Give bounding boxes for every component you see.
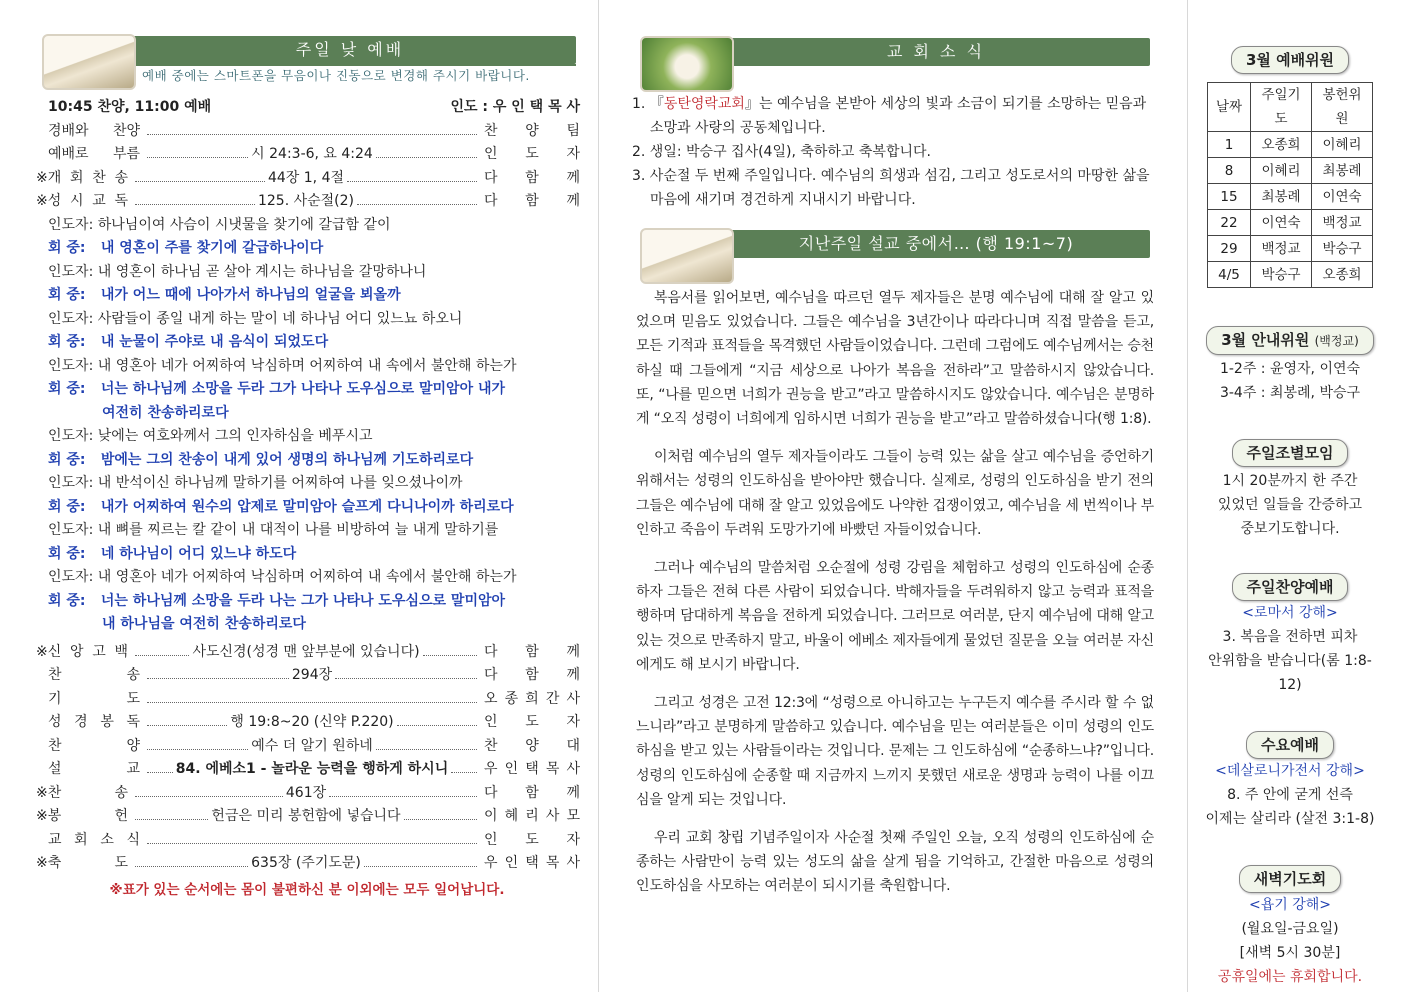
order-item-person: 다 함 께 bbox=[484, 169, 580, 186]
news-title: 교 회 소 식 bbox=[722, 38, 1150, 66]
group-title: 주일조별모임 bbox=[1232, 439, 1349, 467]
reading-text: 너는 하나님께 소망을 두라 그가 나타나 도우심으로 말미암아 내가 bbox=[100, 381, 506, 397]
congregation-line bbox=[34, 449, 580, 473]
congregation-line bbox=[34, 402, 580, 426]
speaker: 회 중: bbox=[48, 545, 86, 562]
reading-text: 여전히 찬송하리로다 bbox=[102, 404, 229, 421]
duty-cell: 최봉례 bbox=[1251, 184, 1312, 210]
reading-text: 너는 하나님께 소망을 두라 나는 그가 나타나 도우심으로 말미암아 bbox=[100, 592, 506, 609]
order-item-person: 이 혜 리 사 모 bbox=[484, 808, 580, 824]
order-item-person: 인 도 자 bbox=[484, 714, 580, 730]
dawn-block bbox=[1200, 865, 1380, 989]
info-line: 8. 주 안에 굳게 선즉 bbox=[1227, 787, 1353, 803]
order-item-detail: 125. 사순절(2) bbox=[257, 193, 355, 209]
order-item-person: 다 함 께 bbox=[484, 193, 580, 209]
speaker: 회 중: bbox=[48, 334, 86, 350]
duty-row bbox=[1208, 158, 1373, 184]
duty-cell: 오종희 bbox=[1312, 262, 1373, 288]
duty-cell: 백정교 bbox=[1251, 236, 1312, 262]
order-item-label: ※봉 헌 bbox=[36, 808, 128, 824]
order-item-detail: 헌금은 미리 봉헌함에 넣습니다 bbox=[211, 808, 401, 824]
info-line: 3. 복음을 전하면 피차 bbox=[1222, 629, 1358, 645]
order-item-label: 찬 양 bbox=[48, 737, 140, 754]
order-row bbox=[34, 190, 580, 214]
open-bible-image bbox=[42, 34, 136, 90]
speaker: 회 중: bbox=[48, 592, 86, 609]
order-item-label: 경배와 찬양 bbox=[48, 122, 140, 139]
reading-text: 낮에는 여호와께서 그의 인자하심을 베푸시고 bbox=[97, 428, 373, 444]
order-row bbox=[34, 758, 580, 782]
usher-block bbox=[1200, 326, 1380, 405]
order-item-label: 설 교 bbox=[48, 761, 140, 777]
order-item-label: 예배로 부름 bbox=[48, 146, 140, 162]
order-row bbox=[34, 688, 580, 712]
reading-text: 밤에는 그의 찬송이 내게 있어 생명의 하나님께 기도하리로다 bbox=[100, 451, 474, 468]
order-item-detail: 461장 bbox=[285, 784, 327, 801]
order-item-detail: 예수 더 알기 원하네 bbox=[251, 737, 373, 754]
info-line: 1-2주 : 윤영자, 이연숙 bbox=[1219, 361, 1361, 377]
reading-text: 내 뼈를 찌르는 칼 같이 내 대적이 나를 비방하여 늘 내게 말하기를 bbox=[97, 522, 499, 538]
order-item-detail: 84. 에베소1 - 놀라운 능력을 행하게 하시니 bbox=[175, 761, 449, 777]
speaker: 인도자: bbox=[48, 216, 94, 233]
speaker: 회 중: bbox=[48, 287, 86, 303]
sermon-paragraph: 그러나 예수님의 말씀처럼 오순절에 성령 강림을 체험하고 성령의 인도하심에 순종하자 그들은 전혀 다른 사람이 되었습니다. 박해자들을 두려워하지 않고 능력과 표적을 행하며 담대하게 복음을 전하게 되었습니다. 그러므로 여러분, 단지 예수님에 대해 알고 있는 것으로 만족하지 말고, 바울이 에베소 제자들에게 물었던 질문을 오늘 여러분 자신에게도 해 보시기 바랍니다. bbox=[636, 560, 1154, 673]
order-item-person: 찬 양 대 bbox=[484, 737, 580, 754]
congregation-line bbox=[34, 331, 580, 355]
order-item-detail: 사도신경(성경 맨 앞부분에 있습니다) bbox=[192, 643, 420, 660]
order-row bbox=[34, 664, 580, 688]
reading-text: 내 영혼아 네가 어찌하여 낙심하며 어찌하여 내 속에서 불안해 하는가 bbox=[97, 569, 517, 585]
duty-cell: 박승구 bbox=[1251, 262, 1312, 288]
order-item-detail: 행 19:8~20 (신약 P.220) bbox=[230, 714, 394, 730]
reading-text: 네 하나님이 어디 있느냐 하도다 bbox=[100, 545, 297, 562]
duty-table bbox=[1207, 82, 1373, 288]
duty-header: 날짜 bbox=[1208, 83, 1251, 132]
usher-title: 3월 안내위원 bbox=[1221, 331, 1310, 349]
sermon-paragraph: 복음서를 읽어보면, 예수님을 따르던 열두 제자들은 분명 예수님에 대해 잘 알고 있었으며 믿음도 있었습니다. 그들은 예수님을 3년간이나 따라다니며 직접 말씀을 듣고, 모든 기적과 표적들을 목격했던 사람들이었습니다. 그런데 그럼에도 예수님께서는 승천하실 때 그들에게 “지금 세상으로 나아가 복음을 전하라”고 말씀하시지 않았습니다. 또, “나를 믿으면 너희가 권능을 받고”라고 말씀하시지도 않았습니다. 예수님은 분명하게 “오직 성령이 너희에게 임하시면 너희가 권능을 받고”라고 말씀하셨습니다(행 1:8). bbox=[636, 290, 1154, 428]
news-item-3: 3. 사순절 두 번째 주일입니다. 예수님의 희생과 섬김, 그리고 성도로서의 마땅한 삶을 마음에 새기며 경건하게 지내시기 바랍니다. bbox=[632, 168, 1150, 208]
wednesday-block bbox=[1200, 731, 1380, 831]
order-row bbox=[34, 641, 580, 665]
order-row bbox=[34, 120, 580, 144]
praise-sub: <로마서 강해> bbox=[1242, 605, 1338, 621]
hands-image bbox=[640, 36, 734, 92]
duty-row bbox=[1208, 262, 1373, 288]
info-line: 이제는 살리라 (살전 3:1-8) bbox=[1205, 811, 1375, 827]
church-name: 동탄영락교회 bbox=[663, 96, 745, 112]
speaker: 인도자: bbox=[48, 263, 94, 280]
duty-cell: 최봉례 bbox=[1312, 158, 1373, 184]
standing-note: ※표가 있는 순서에는 몸이 불편하신 분 이외에는 모두 일어납니다. bbox=[109, 881, 505, 898]
order-item-label: ※개 회 찬 송 bbox=[36, 169, 128, 186]
speaker: 인도자: bbox=[48, 428, 94, 444]
reading-text: 내 영혼이 주를 찾기에 갈급하나이다 bbox=[100, 240, 324, 256]
worship-header bbox=[34, 34, 580, 86]
duty-header: 주일기도 bbox=[1251, 83, 1312, 132]
reading-text: 내가 어찌하여 원수의 압제로 말미암아 슬프게 다니나이까 하리로다 bbox=[100, 498, 514, 515]
order-row bbox=[34, 805, 580, 829]
sermon-header bbox=[632, 228, 1154, 280]
leader-line bbox=[34, 472, 580, 496]
reading-text: 사람들이 종일 내게 하는 말이 네 하나님 어디 있느뇨 하오니 bbox=[97, 310, 463, 327]
bible-image bbox=[640, 228, 734, 284]
order-row bbox=[34, 167, 580, 191]
order-row bbox=[34, 711, 580, 735]
duty-cell: 오종희 bbox=[1251, 132, 1312, 158]
dawn-sub: <욥기 강해> bbox=[1248, 897, 1331, 913]
order-item-label: ※찬 송 bbox=[36, 784, 128, 801]
reading-text: 내 반석이신 하나님께 말하기를 어찌하여 나를 잊으셨나이까 bbox=[97, 475, 463, 491]
duty-cell: 이혜리 bbox=[1312, 132, 1373, 158]
worship-leader: 인도 : 우 인 택 목 사 bbox=[450, 99, 580, 115]
info-line: (월요일-금요일) bbox=[1241, 921, 1339, 937]
duty-cell: 이연숙 bbox=[1251, 210, 1312, 236]
order-item-person: 오 종 희 간 사 bbox=[484, 690, 580, 707]
duty-cell: 29 bbox=[1208, 236, 1251, 262]
leader-line bbox=[34, 214, 580, 238]
order-item-person: 찬 양 팀 bbox=[484, 122, 580, 139]
order-row bbox=[34, 829, 580, 853]
reading-text: 내 눈물이 주야로 내 음식이 되었도다 bbox=[100, 334, 329, 350]
group-block bbox=[1200, 439, 1380, 541]
sermon-title: 지난주일 설교 중에서… (행 19:1~7) bbox=[722, 230, 1150, 258]
speaker: 인도자: bbox=[48, 475, 94, 491]
leader-line bbox=[34, 308, 580, 332]
congregation-line bbox=[34, 543, 580, 567]
info-line: 3-4주 : 최봉례, 박승구 bbox=[1219, 385, 1361, 401]
leader-line bbox=[34, 425, 580, 449]
order-item-label: ※신 앙 고 백 bbox=[36, 643, 128, 660]
news-column bbox=[632, 0, 1154, 913]
usher-sub: (백정교) bbox=[1314, 334, 1359, 348]
duty-row bbox=[1208, 210, 1373, 236]
leader-line bbox=[34, 355, 580, 379]
speaker: 회 중: bbox=[48, 240, 86, 256]
congregation-line bbox=[34, 284, 580, 308]
duty-row bbox=[1208, 132, 1373, 158]
duty-block bbox=[1200, 46, 1380, 288]
speaker: 회 중: bbox=[48, 381, 86, 397]
worship-column bbox=[34, 0, 580, 902]
order-bottom bbox=[34, 641, 580, 876]
order-item-detail: 44장 1, 4절 bbox=[267, 169, 345, 186]
order-item-detail: 635장 (주기도문) bbox=[251, 855, 361, 871]
duty-cell: 8 bbox=[1208, 158, 1251, 184]
sermon-paragraph: 우리 교회 창립 기념주일이자 사순절 첫째 주일인 오늘, 오직 성령의 인도하심에 순종하는 사람만이 능력 있는 성도의 삶을 살게 됨을 기억하고, 간절한 마음으로 성령의 인도하심을 사모하는 여러분이 되시기를 축원합니다. bbox=[636, 830, 1154, 895]
info-line: [새벽 5시 30분] bbox=[1239, 945, 1341, 961]
news-item-2: 2. 생일: 박승구 집사(4일), 축하하고 축복합니다. bbox=[632, 144, 931, 160]
order-row bbox=[34, 852, 580, 876]
order-item-person: 우 인 택 목 사 bbox=[484, 855, 580, 871]
order-row bbox=[34, 782, 580, 806]
news-header bbox=[632, 36, 1154, 88]
duty-cell: 이혜리 bbox=[1251, 158, 1312, 184]
reading-text: 내 영혼아 네가 어찌하여 낙심하며 어찌하여 내 속에서 불안해 하는가 bbox=[97, 357, 517, 374]
order-row bbox=[34, 143, 580, 167]
reading-text: 하나님이여 사슴이 시냇물을 찾기에 갈급함 같이 bbox=[97, 216, 391, 233]
sermon-paragraph: 이처럼 예수님의 열두 제자들이라도 그들이 능력 있는 삶을 살고 예수님을 증언하기 위해서는 성령의 인도하심을 받아야만 했습니다. 실제로, 성령의 인도하심을 받기 전의 그들은 예수님에 대해 잘 알고 있었음에도 나약한 겁쟁이였고, 예수님을 세 번씩이나 부인하고 죽음이 두려워 도망가기에 바빴던 자들이었습니다. bbox=[636, 449, 1154, 538]
congregation-line bbox=[34, 378, 580, 402]
worship-time-row bbox=[34, 96, 580, 120]
duty-header: 봉헌위원 bbox=[1312, 83, 1373, 132]
info-line: 중보기도합니다. bbox=[1240, 521, 1340, 537]
praise-block bbox=[1200, 573, 1380, 697]
info-line: 있었던 일들을 간증하고 bbox=[1217, 497, 1363, 513]
order-item-label: ※성 시 교 독 bbox=[36, 193, 128, 209]
order-item-detail: 294장 bbox=[291, 667, 333, 683]
duty-cell: 1 bbox=[1208, 132, 1251, 158]
order-row bbox=[34, 735, 580, 759]
info-line: 안위함을 받습니다(롬 1:8-12) bbox=[1208, 653, 1372, 693]
news-item-1: 1. 『동탄영락교회』는 예수님을 본받아 세상의 빛과 소금이 되기를 소망하는 믿음과 소망과 사랑의 공동체입니다. bbox=[632, 96, 1147, 136]
congregation-line bbox=[34, 590, 580, 614]
duty-row bbox=[1208, 236, 1373, 262]
reading-text: 내 하나님을 여전히 찬송하리로다 bbox=[102, 616, 306, 632]
reading-text: 내가 어느 때에 나아가서 하나님의 얼굴을 뵈올까 bbox=[100, 287, 401, 303]
order-item-person: 우 인 택 목 사 bbox=[484, 761, 580, 777]
news-list bbox=[632, 92, 1154, 212]
order-top bbox=[34, 120, 580, 214]
order-item-label: ※축 도 bbox=[36, 855, 128, 871]
worship-subtitle: 예배 중에는 스마트폰을 무음이나 진동으로 변경해 주시기 바랍니다. bbox=[142, 68, 530, 83]
duty-cell: 4/5 bbox=[1208, 262, 1251, 288]
speaker: 인도자: bbox=[48, 522, 94, 538]
worship-title: 주일 낮 예배 bbox=[124, 36, 576, 64]
side-column bbox=[1200, 0, 1380, 989]
leader-line bbox=[34, 519, 580, 543]
sermon-paragraph: 그리고 성경은 고전 12:3에 “성령으로 아니하고는 누구든지 예수를 주시라 할 수 없느니라”라고 분명하게 말씀하고 있습니다. 예수님을 믿는 여러분들은 이미 성령의 인도하심을 받고 있는 사람들이라는 것입니다. 문제는 그 인도하심에 “순종하느냐?”입니다. 성령의 인도하심에 순종할 때 지금까지 느끼지 못했던 새로운 생명과 능력이 나를 이끄심을 알게 되는 것입니다. bbox=[636, 695, 1154, 808]
speaker: 회 중: bbox=[48, 498, 86, 515]
praise-title: 주일찬양예배 bbox=[1232, 573, 1349, 601]
order-item-person: 인 도 자 bbox=[484, 146, 580, 162]
order-item-label: 성 경 봉 독 bbox=[48, 714, 140, 730]
dawn-note: 공휴일에는 휴회합니다. bbox=[1217, 969, 1363, 985]
congregation-line bbox=[34, 237, 580, 261]
wed-sub: <데살로니가전서 강해> bbox=[1215, 763, 1365, 779]
order-item-label: 교 회 소 식 bbox=[48, 831, 140, 848]
sermon-text bbox=[632, 286, 1154, 899]
order-item-person: 인 도 자 bbox=[484, 831, 580, 848]
duty-row bbox=[1208, 184, 1373, 210]
responsive-reading bbox=[34, 214, 580, 637]
order-item-label: 기 도 bbox=[48, 690, 140, 707]
leader-line bbox=[34, 261, 580, 285]
worship-time: 10:45 찬양, 11:00 예배 bbox=[48, 99, 212, 115]
duty-cell: 백정교 bbox=[1312, 210, 1373, 236]
order-item-person: 다 함 께 bbox=[484, 784, 580, 801]
speaker: 회 중: bbox=[48, 451, 86, 468]
wed-title: 수요예배 bbox=[1246, 731, 1334, 759]
info-line: 1시 20분까지 한 주간 bbox=[1222, 473, 1358, 489]
duty-cell: 이연숙 bbox=[1312, 184, 1373, 210]
speaker: 인도자: bbox=[48, 310, 94, 327]
speaker: 인도자: bbox=[48, 569, 94, 585]
order-item-person: 다 함 께 bbox=[484, 667, 580, 683]
congregation-line bbox=[34, 496, 580, 520]
duty-cell: 22 bbox=[1208, 210, 1251, 236]
duty-cell: 15 bbox=[1208, 184, 1251, 210]
reading-text: 내 영혼이 하나님 곧 살아 계시는 하나님을 갈망하나니 bbox=[97, 263, 427, 280]
congregation-line bbox=[34, 613, 580, 637]
order-item-person: 다 함 께 bbox=[484, 643, 580, 660]
order-item-detail: 시 24:3-6, 요 4:24 bbox=[251, 146, 373, 162]
duty-title: 3월 예배위원 bbox=[1231, 46, 1349, 74]
order-item-label: 찬 송 bbox=[48, 667, 140, 683]
dawn-title: 새벽기도회 bbox=[1239, 865, 1341, 893]
leader-line bbox=[34, 566, 580, 590]
speaker: 인도자: bbox=[48, 357, 94, 374]
duty-cell: 박승구 bbox=[1312, 236, 1373, 262]
